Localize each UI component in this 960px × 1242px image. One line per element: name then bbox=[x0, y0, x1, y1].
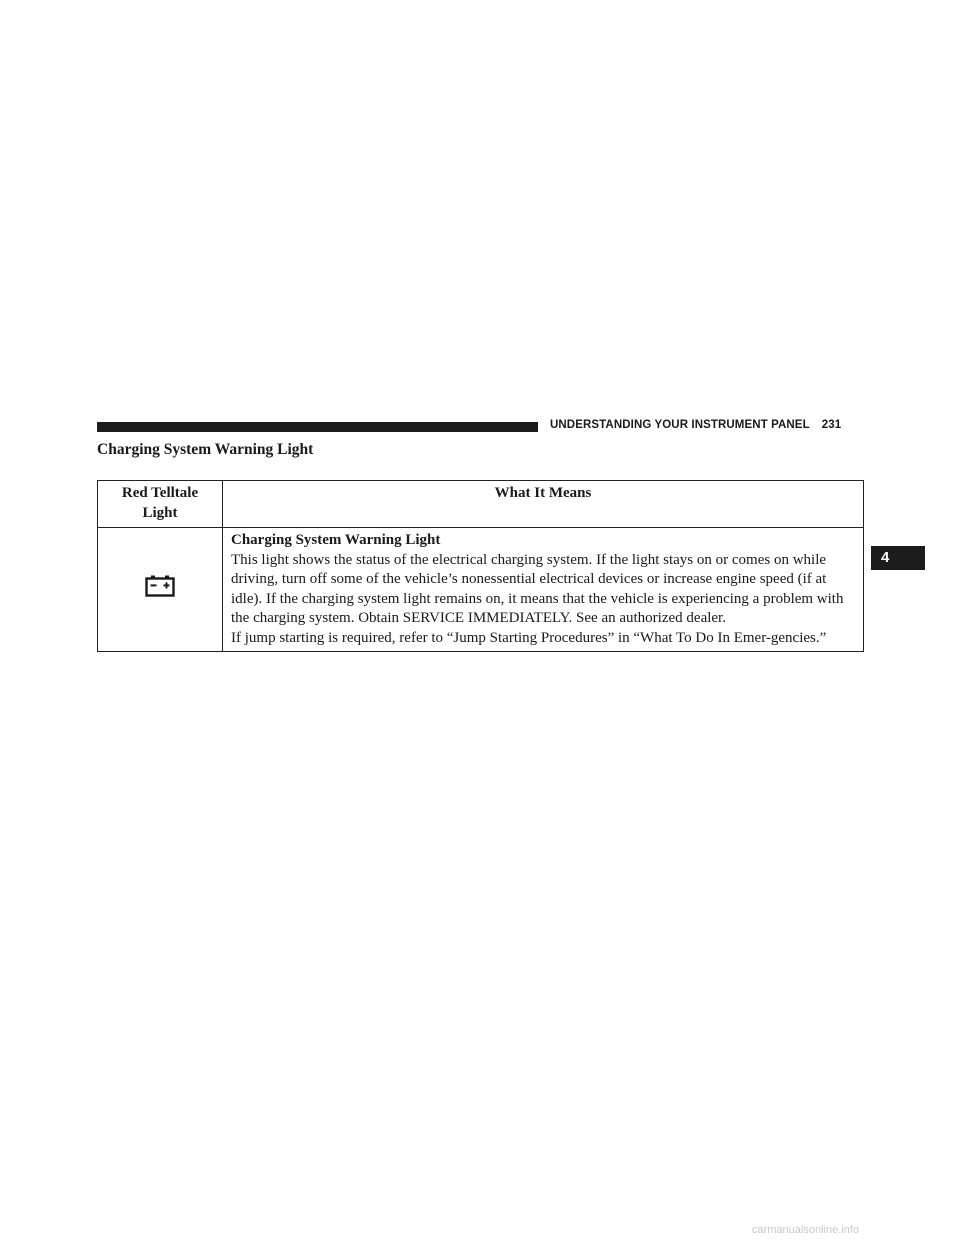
running-header bbox=[550, 419, 841, 431]
header-section-label: UNDERSTANDING YOUR INSTRUMENT PANEL bbox=[550, 419, 810, 431]
header-rule bbox=[97, 422, 538, 432]
section-title: Charging System Warning Light bbox=[97, 441, 314, 458]
table-header-row bbox=[98, 481, 864, 528]
battery-icon bbox=[142, 586, 178, 602]
description-paragraph: If jump starting is required, refer to “Jump Starting Procedures” in “What To Do In Emer-gencies.” bbox=[231, 629, 827, 646]
description-cell bbox=[223, 528, 864, 652]
watermark: carmanualsonline.info bbox=[752, 1224, 860, 1236]
description-paragraph: This light shows the status of the electrical charging system. If the light stays on or comes on while driving, turn off some of the vehicle’s nonessential electrical devices or increase engine speed (if at idle). If the charging system light remains on, it means that the vehicle is experiencing a problem with the charging system. Obtain SERVICE IMMEDIATELY. See an authorized dealer. bbox=[231, 551, 844, 626]
column-header-meaning: What It Means bbox=[223, 481, 864, 528]
column-header-light: Red Telltale Light bbox=[98, 481, 223, 528]
chapter-tab: 4 bbox=[871, 546, 925, 570]
page-number: 231 bbox=[821, 419, 842, 431]
description-title: Charging System Warning Light bbox=[231, 532, 441, 548]
telltale-table bbox=[97, 480, 864, 652]
table-row bbox=[98, 528, 864, 652]
icon-cell bbox=[98, 528, 223, 652]
